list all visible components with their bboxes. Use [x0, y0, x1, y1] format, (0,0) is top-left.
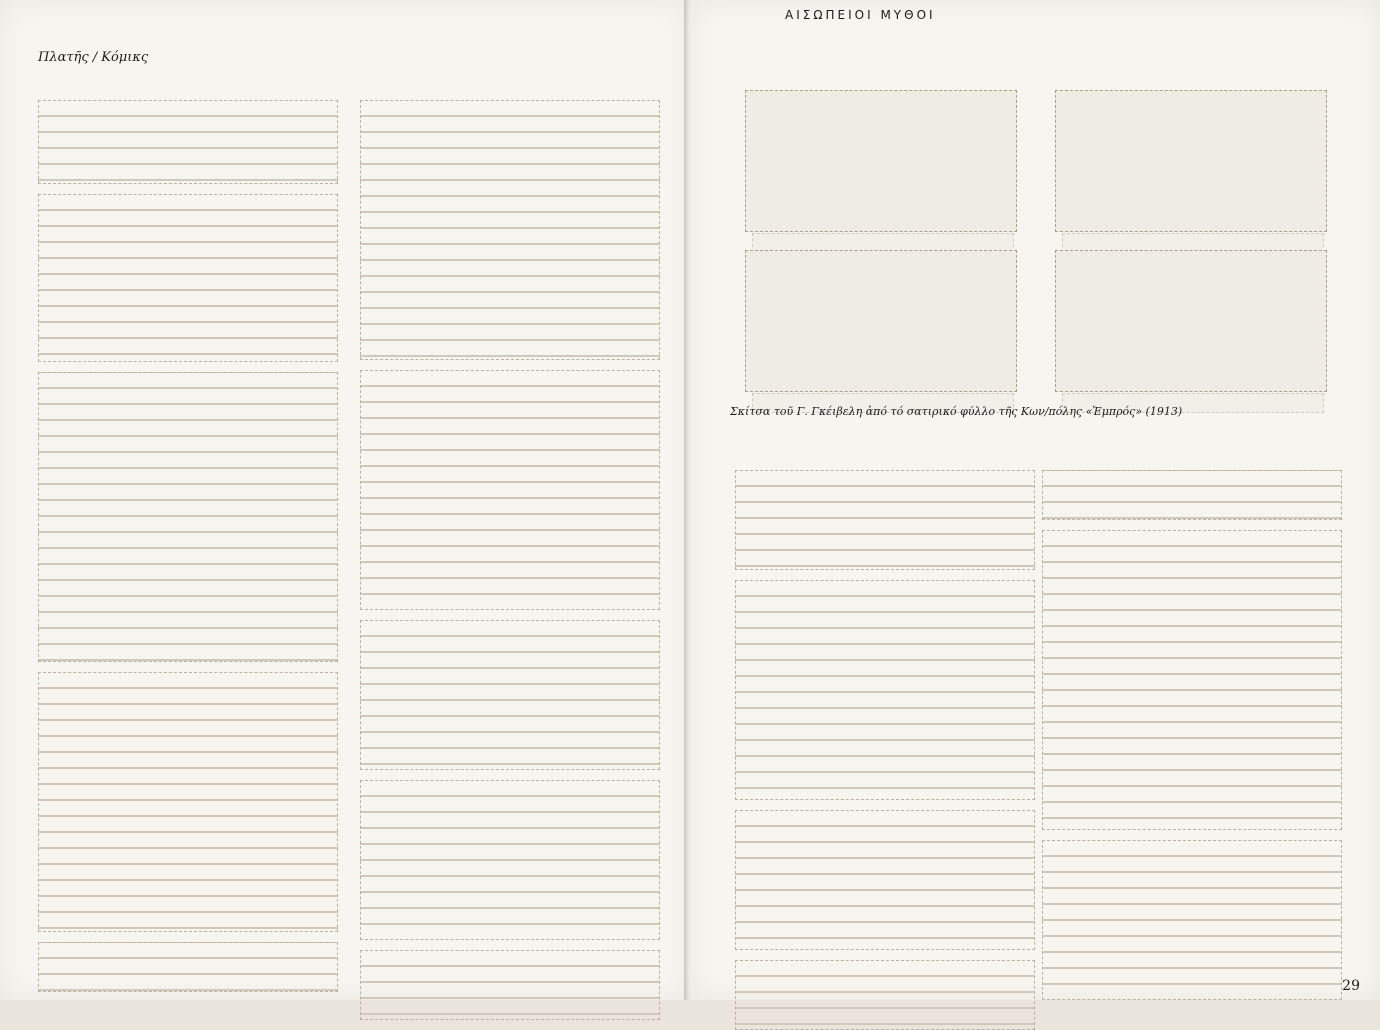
paragraph-placeholder — [360, 370, 660, 610]
right-page — [690, 0, 1380, 1000]
paragraph-placeholder — [38, 100, 338, 184]
paragraph-placeholder — [735, 470, 1035, 570]
plate-title: ΑΙΣΩΠΕΙΟΙ ΜΥΘΟΙ — [785, 8, 936, 22]
paragraph-placeholder — [735, 960, 1035, 1030]
paragraph-placeholder — [360, 780, 660, 940]
scene-a-illustration — [745, 90, 1017, 232]
paragraph-placeholder — [1042, 530, 1342, 830]
paragraph-placeholder — [735, 580, 1035, 800]
paragraph-placeholder — [38, 372, 338, 662]
paragraph-placeholder — [38, 672, 338, 932]
page-number: 29 — [1342, 978, 1360, 994]
left-column-1 — [38, 100, 338, 980]
paragraph-placeholder — [360, 100, 660, 360]
right-column-1 — [735, 470, 1035, 980]
left-page — [0, 0, 690, 1000]
running-head: Πλατῆς / Κόμικς — [38, 50, 149, 65]
scene-b-illustration — [745, 250, 1017, 392]
paragraph-placeholder — [360, 620, 660, 770]
scene-c-illustration — [1055, 90, 1327, 232]
paragraph-placeholder — [38, 194, 338, 362]
paragraph-placeholder — [1042, 470, 1342, 520]
paragraph-placeholder — [1042, 840, 1342, 1000]
figure-caption: Σκίτσα τοῦ Γ. Γκέιβελη ἀπό τό σατιρικό φύλλο τῆς Κων/πόλης «Ἐμπρός» (1913) — [730, 405, 1183, 418]
left-column-2 — [360, 100, 660, 980]
paragraph-placeholder — [360, 950, 660, 1020]
paragraph-placeholder — [38, 942, 338, 992]
paragraph-placeholder — [735, 810, 1035, 950]
illustration-plate — [745, 90, 1335, 410]
scene-d-illustration — [1055, 250, 1327, 392]
right-column-2 — [1042, 470, 1342, 980]
